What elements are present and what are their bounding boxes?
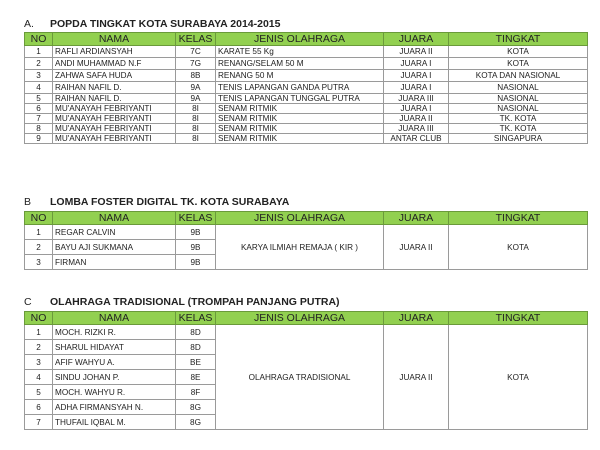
cell-no: 3: [25, 355, 53, 370]
cell-kelas: 8B: [176, 70, 216, 82]
cell-nama: REGAR CALVIN: [53, 225, 176, 240]
cell-no: 5: [25, 94, 53, 104]
cell-tingkat-shared: KOTA: [449, 225, 588, 270]
section-letter: B: [24, 196, 32, 208]
cell-tingkat: KOTA: [449, 58, 588, 70]
section-heading: LOMBA FOSTER DIGITAL TK. KOTA SURABAYA: [50, 196, 290, 208]
cell-jenis: KARATE 55 Kg: [216, 46, 384, 58]
cell-tingkat: TK. KOTA: [449, 124, 588, 134]
cell-nama: SHARUL HIDAYAT: [53, 340, 176, 355]
cell-nama: MOCH. RIZKI R.: [53, 325, 176, 340]
cell-no: 6: [25, 400, 53, 415]
header-tingkat: TINGKAT: [449, 212, 588, 225]
cell-tingkat: KOTA: [449, 46, 588, 58]
cell-juara: JUARA II: [384, 46, 449, 58]
header-kelas: KELAS: [176, 33, 216, 46]
header-juara: JUARA: [384, 33, 449, 46]
header-juara: JUARA: [384, 312, 449, 325]
cell-no: 2: [25, 58, 53, 70]
cell-kelas: 8G: [176, 400, 216, 415]
header-nama: NAMA: [53, 33, 176, 46]
cell-no: 7: [25, 415, 53, 430]
header-tingkat: TINGKAT: [449, 33, 588, 46]
cell-kelas: 8I: [176, 124, 216, 134]
cell-kelas: 7G: [176, 58, 216, 70]
cell-kelas: 8I: [176, 114, 216, 124]
cell-nama: AFIF WAHYU A.: [53, 355, 176, 370]
section-b-title: [24, 196, 289, 209]
cell-juara-shared: JUARA II: [384, 325, 449, 430]
table-row: [25, 70, 588, 82]
section-letter: C: [24, 296, 32, 308]
cell-no: 1: [25, 46, 53, 58]
section-c-title: [24, 296, 340, 309]
header-tingkat: TINGKAT: [449, 312, 588, 325]
table-row: [25, 46, 588, 58]
table-header-row: [25, 312, 588, 325]
cell-nama: MU'ANAYAH FEBRIYANTI: [53, 124, 176, 134]
cell-jenis: TENIS LAPANGAN GANDA PUTRA: [216, 82, 384, 94]
cell-tingkat: NASIONAL: [449, 82, 588, 94]
table-row: [25, 58, 588, 70]
cell-tingkat: KOTA DAN NASIONAL: [449, 70, 588, 82]
cell-kelas: 7C: [176, 46, 216, 58]
header-jenis: JENIS OLAHRAGA: [216, 312, 384, 325]
cell-kelas: BE: [176, 355, 216, 370]
cell-jenis: RENANG/SELAM 50 M: [216, 58, 384, 70]
cell-no: 4: [25, 370, 53, 385]
cell-kelas: 8F: [176, 385, 216, 400]
header-kelas: KELAS: [176, 212, 216, 225]
header-no: NO: [25, 33, 53, 46]
cell-nama: FIRMAN: [53, 255, 176, 270]
cell-juara: ANTAR CLUB: [384, 134, 449, 144]
cell-tingkat: NASIONAL: [449, 94, 588, 104]
header-jenis: JENIS OLAHRAGA: [216, 212, 384, 225]
cell-juara: JUARA I: [384, 70, 449, 82]
table-header-row: [25, 33, 588, 46]
section-heading: OLAHRAGA TRADISIONAL (TROMPAH PANJANG PUTRA): [50, 296, 340, 308]
cell-no: 7: [25, 114, 53, 124]
cell-jenis: RENANG 50 M: [216, 70, 384, 82]
table-header-row: [25, 212, 588, 225]
cell-jenis-shared: OLAHRAGA TRADISIONAL: [216, 325, 384, 430]
cell-juara-shared: JUARA II: [384, 225, 449, 270]
cell-nama: ADHA FIRMANSYAH N.: [53, 400, 176, 415]
table-row: [25, 325, 588, 340]
cell-no: 9: [25, 134, 53, 144]
cell-kelas: 8D: [176, 340, 216, 355]
cell-no: 8: [25, 124, 53, 134]
cell-juara: JUARA I: [384, 82, 449, 94]
cell-nama: SINDU JOHAN P.: [53, 370, 176, 385]
cell-juara: JUARA II: [384, 114, 449, 124]
section-heading: POPDA TINGKAT KOTA SURABAYA 2014-2015: [50, 18, 281, 30]
cell-nama: BAYU AJI SUKMANA: [53, 240, 176, 255]
cell-kelas: 9A: [176, 94, 216, 104]
cell-kelas: 8D: [176, 325, 216, 340]
cell-no: 3: [25, 255, 53, 270]
cell-no: 2: [25, 340, 53, 355]
cell-kelas: 9A: [176, 82, 216, 94]
table-row: [25, 114, 588, 124]
cell-tingkat: TK. KOTA: [449, 114, 588, 124]
cell-no: 4: [25, 82, 53, 94]
cell-nama: THUFAIL IQBAL M.: [53, 415, 176, 430]
section-a-title: [24, 18, 280, 31]
cell-no: 2: [25, 240, 53, 255]
header-no: NO: [25, 312, 53, 325]
table-row: [25, 134, 588, 144]
cell-tingkat: SINGAPURA: [449, 134, 588, 144]
cell-nama: ZAHWA SAFA HUDA: [53, 70, 176, 82]
cell-nama: RAFLI ARDIANSYAH: [53, 46, 176, 58]
cell-kelas: 8I: [176, 104, 216, 114]
cell-juara: JUARA III: [384, 124, 449, 134]
table-row: [25, 225, 588, 240]
table-foster: [24, 211, 588, 270]
section-letter: A.: [24, 18, 34, 30]
cell-kelas: 9B: [176, 225, 216, 240]
cell-jenis: SENAM RITMIK: [216, 114, 384, 124]
cell-nama: MU'ANAYAH FEBRIYANTI: [53, 114, 176, 124]
table-row: [25, 94, 588, 104]
cell-no: 6: [25, 104, 53, 114]
cell-kelas: 9B: [176, 255, 216, 270]
cell-kelas: 9B: [176, 240, 216, 255]
cell-jenis-shared: KARYA ILMIAH REMAJA ( KIR ): [216, 225, 384, 270]
cell-tingkat-shared: KOTA: [449, 325, 588, 430]
table-popda: [24, 32, 588, 144]
cell-nama: MU'ANAYAH FEBRIYANTI: [53, 104, 176, 114]
cell-jenis: SENAM RITMIK: [216, 134, 384, 144]
cell-nama: MU'ANAYAH FEBRIYANTI: [53, 134, 176, 144]
cell-nama: RAIHAN NAFIL D.: [53, 94, 176, 104]
cell-jenis: SENAM RITMIK: [216, 124, 384, 134]
header-juara: JUARA: [384, 212, 449, 225]
cell-jenis: TENIS LAPANGAN TUNGGAL PUTRA: [216, 94, 384, 104]
cell-juara: JUARA I: [384, 104, 449, 114]
cell-no: 1: [25, 325, 53, 340]
cell-no: 3: [25, 70, 53, 82]
cell-nama: ANDI MUHAMMAD N.F: [53, 58, 176, 70]
table-row: [25, 124, 588, 134]
header-kelas: KELAS: [176, 312, 216, 325]
cell-juara: JUARA I: [384, 58, 449, 70]
table-row: [25, 82, 588, 94]
table-tradisional: [24, 311, 588, 430]
cell-tingkat: NASIONAL: [449, 104, 588, 114]
cell-juara: JUARA III: [384, 94, 449, 104]
header-no: NO: [25, 212, 53, 225]
cell-kelas: 8E: [176, 370, 216, 385]
cell-no: 1: [25, 225, 53, 240]
cell-no: 5: [25, 385, 53, 400]
table-row: [25, 104, 588, 114]
cell-kelas: 8G: [176, 415, 216, 430]
cell-jenis: SENAM RITMIK: [216, 104, 384, 114]
header-nama: NAMA: [53, 212, 176, 225]
cell-kelas: 8I: [176, 134, 216, 144]
cell-nama: MOCH. WAHYU R.: [53, 385, 176, 400]
header-nama: NAMA: [53, 312, 176, 325]
header-jenis: JENIS OLAHRAGA: [216, 33, 384, 46]
cell-nama: RAIHAN NAFIL D.: [53, 82, 176, 94]
